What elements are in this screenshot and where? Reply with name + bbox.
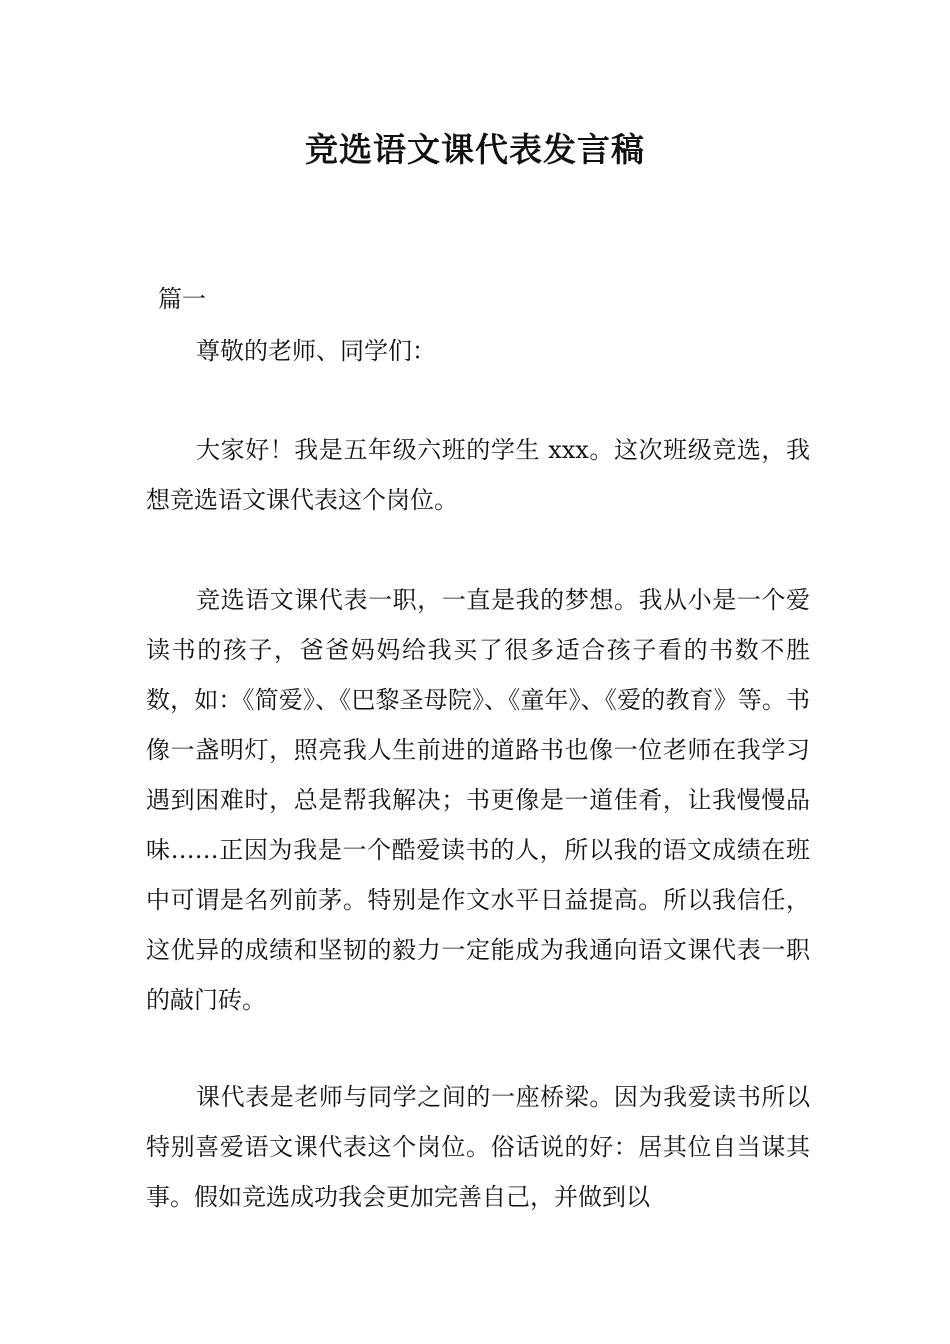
document-title: 竞选语文课代表发言稿 <box>305 130 645 169</box>
paragraph-intro: 大家好！我是五年级六班的学生 xxx。这次班级竞选，我想竞选语文课代表这个岗位。 <box>146 436 810 514</box>
paragraph-bridge: 课代表是老师与同学之间的一座桥梁。因为我爱读书所以特别喜爱语文课代表这个岗位。俗话说的好：居其位自当谋其事。假如竞选成功我会更加完善自己，并做到以 <box>146 1083 810 1211</box>
paragraph-reading: 竞选语文课代表一职，一直是我的梦想。我从小是一个爱读书的孩子，爸爸妈妈给我买了很多适合孩子看的书数不胜数，如：《简爱》、《巴黎圣母院》、《童年》、《爱的教育》等。书像一盏明灯，照亮我人生前进的道路书也像一位老师在我学习遇到困难时，总是帮我解决；书更像是一道佳肴，让我慢慢品味……正因为我是一个酷爱读书的人，所以我的语文成绩在班中可谓是名列前茅。特别是作文水平日益提高。所以我信任，这优异的成绩和坚韧的毅力一定能成为我通向语文课代表一职的敲门砖。 <box>146 586 810 1014</box>
greeting-line: 尊敬的老师、同学们： <box>196 337 436 365</box>
section-label: 篇一 <box>158 285 206 313</box>
